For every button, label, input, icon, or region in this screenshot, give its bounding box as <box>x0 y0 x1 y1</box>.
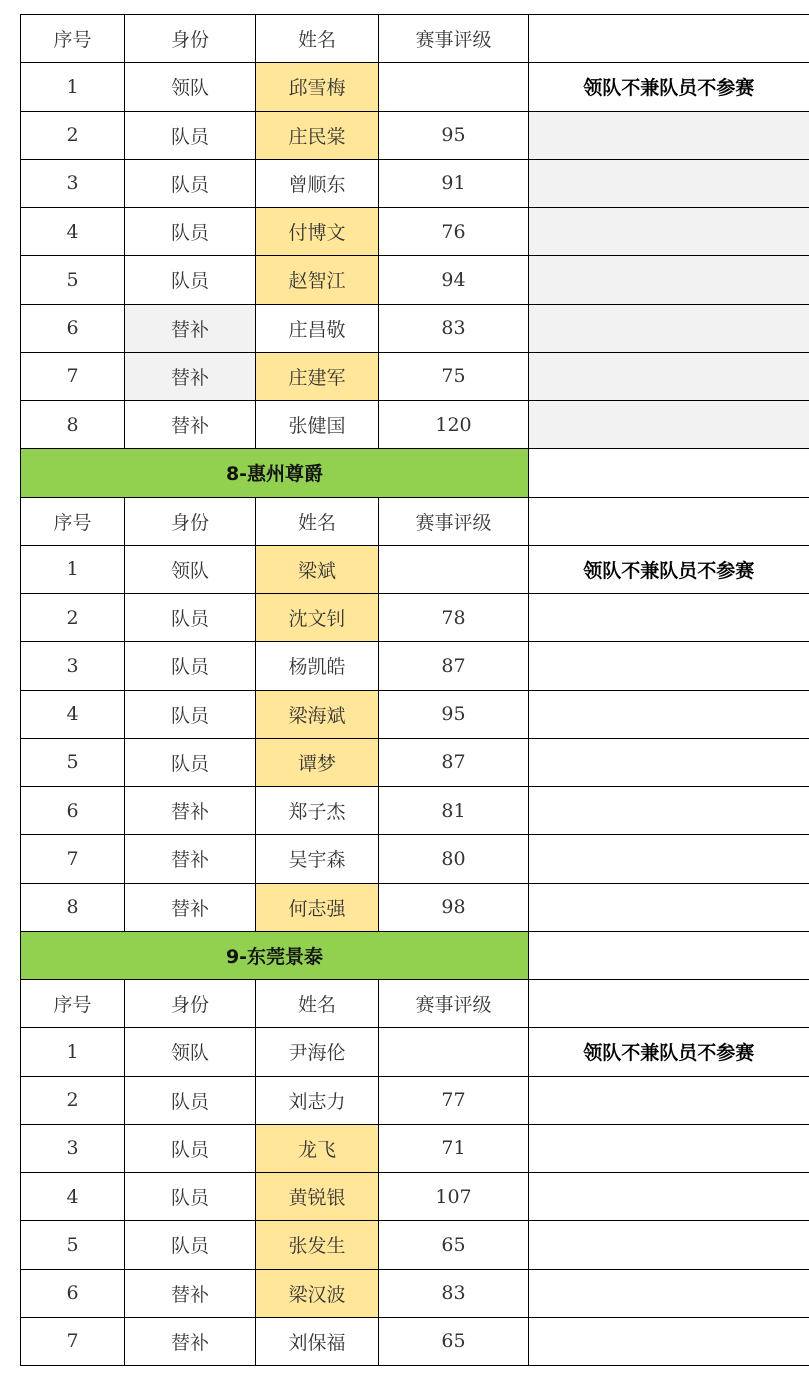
cell-role[interactable]: 替补 <box>125 304 256 352</box>
cell-note[interactable] <box>529 1076 809 1124</box>
cell-role[interactable]: 队员 <box>125 256 256 304</box>
table-row <box>21 1317 809 1365</box>
cell-note[interactable] <box>529 401 809 449</box>
header-name[interactable]: 姓名 <box>256 15 379 63</box>
cell-rating[interactable] <box>379 1028 529 1076</box>
header-no[interactable]: 序号 <box>21 980 125 1028</box>
cell-no[interactable]: 3 <box>21 1124 125 1172</box>
cell-name[interactable]: 黄锐银 <box>256 1173 379 1221</box>
header-note[interactable] <box>529 497 809 545</box>
cell-role[interactable]: 队员 <box>125 642 256 690</box>
cell-rating[interactable]: 83 <box>379 1269 529 1317</box>
team-title[interactable]: 8-惠州尊爵 <box>21 449 529 497</box>
cell-role[interactable]: 领队 <box>125 1028 256 1076</box>
cell-rating[interactable]: 107 <box>379 1173 529 1221</box>
table-row <box>21 63 809 111</box>
cell-rating[interactable]: 120 <box>379 401 529 449</box>
cell-name[interactable]: 庄昌敬 <box>256 304 379 352</box>
cell-no[interactable]: 8 <box>21 401 125 449</box>
table-row <box>21 111 809 159</box>
cell-no[interactable]: 3 <box>21 642 125 690</box>
spreadsheet-table <box>20 14 809 1366</box>
header-rating[interactable]: 赛事评级 <box>379 15 529 63</box>
table-row <box>21 159 809 207</box>
table-body <box>21 15 809 1366</box>
cell-no[interactable]: 6 <box>21 787 125 835</box>
cell-note[interactable] <box>529 738 809 786</box>
cell-note[interactable] <box>529 449 809 497</box>
header-note[interactable] <box>529 15 809 63</box>
cell-rating[interactable]: 91 <box>379 159 529 207</box>
table-row <box>21 304 809 352</box>
cell-note[interactable] <box>529 690 809 738</box>
cell-role[interactable]: 替补 <box>125 835 256 883</box>
header-no[interactable]: 序号 <box>21 497 125 545</box>
cell-role[interactable]: 领队 <box>125 63 256 111</box>
table-row <box>21 1028 809 1076</box>
header-no[interactable]: 序号 <box>21 15 125 63</box>
cell-name[interactable]: 梁海斌 <box>256 690 379 738</box>
table-row <box>21 352 809 400</box>
cell-no[interactable]: 6 <box>21 1269 125 1317</box>
cell-note[interactable] <box>529 208 809 256</box>
cell-note[interactable]: 领队不兼队员不参赛 <box>529 63 809 111</box>
team-title-row <box>21 931 809 979</box>
table-row <box>21 883 809 931</box>
cell-no[interactable]: 1 <box>21 1028 125 1076</box>
cell-name[interactable]: 何志强 <box>256 883 379 931</box>
cell-name[interactable]: 杨凯皓 <box>256 642 379 690</box>
cell-rating[interactable]: 65 <box>379 1221 529 1269</box>
cell-name[interactable]: 梁汉波 <box>256 1269 379 1317</box>
cell-rating[interactable]: 71 <box>379 1124 529 1172</box>
header-name[interactable]: 姓名 <box>256 497 379 545</box>
cell-no[interactable]: 4 <box>21 1173 125 1221</box>
table-row <box>21 1221 809 1269</box>
header-row <box>21 497 809 545</box>
cell-name[interactable]: 庄建军 <box>256 352 379 400</box>
cell-role[interactable]: 替补 <box>125 883 256 931</box>
cell-rating[interactable]: 95 <box>379 111 529 159</box>
cell-note[interactable] <box>529 1317 809 1365</box>
cell-role[interactable]: 队员 <box>125 1124 256 1172</box>
cell-rating[interactable]: 87 <box>379 738 529 786</box>
header-role[interactable]: 身份 <box>125 15 256 63</box>
cell-role[interactable]: 队员 <box>125 738 256 786</box>
cell-name[interactable]: 张健国 <box>256 401 379 449</box>
cell-role[interactable]: 队员 <box>125 159 256 207</box>
cell-no[interactable]: 4 <box>21 690 125 738</box>
cell-rating[interactable]: 94 <box>379 256 529 304</box>
cell-no[interactable]: 5 <box>21 256 125 304</box>
cell-name[interactable]: 曾顺东 <box>256 159 379 207</box>
cell-role[interactable]: 替补 <box>125 787 256 835</box>
cell-no[interactable]: 7 <box>21 352 125 400</box>
cell-note[interactable]: 领队不兼队员不参赛 <box>529 1028 809 1076</box>
header-name[interactable]: 姓名 <box>256 980 379 1028</box>
team-title[interactable]: 9-东莞景泰 <box>21 931 529 979</box>
cell-no[interactable]: 6 <box>21 304 125 352</box>
cell-role[interactable]: 替补 <box>125 1269 256 1317</box>
cell-role[interactable]: 队员 <box>125 1221 256 1269</box>
cell-rating[interactable]: 83 <box>379 304 529 352</box>
cell-name[interactable]: 刘志力 <box>256 1076 379 1124</box>
cell-no[interactable]: 2 <box>21 594 125 642</box>
cell-note[interactable] <box>529 352 809 400</box>
header-row <box>21 15 809 63</box>
table-row <box>21 545 809 593</box>
header-rating[interactable]: 赛事评级 <box>379 980 529 1028</box>
cell-note[interactable] <box>529 642 809 690</box>
table-row <box>21 1124 809 1172</box>
cell-rating[interactable]: 65 <box>379 1317 529 1365</box>
cell-rating[interactable]: 75 <box>379 352 529 400</box>
cell-no[interactable]: 5 <box>21 1221 125 1269</box>
cell-no[interactable]: 7 <box>21 1317 125 1365</box>
header-row <box>21 980 809 1028</box>
table-row <box>21 594 809 642</box>
cell-rating[interactable]: 77 <box>379 1076 529 1124</box>
cell-no[interactable]: 8 <box>21 883 125 931</box>
cell-note[interactable]: 领队不兼队员不参赛 <box>529 545 809 593</box>
cell-name[interactable]: 刘保福 <box>256 1317 379 1365</box>
cell-name[interactable]: 张发生 <box>256 1221 379 1269</box>
cell-name[interactable]: 邱雪梅 <box>256 63 379 111</box>
cell-name[interactable]: 郑子杰 <box>256 787 379 835</box>
cell-rating[interactable]: 98 <box>379 883 529 931</box>
cell-role[interactable]: 替补 <box>125 1317 256 1365</box>
cell-role[interactable]: 队员 <box>125 1173 256 1221</box>
cell-rating[interactable]: 76 <box>379 208 529 256</box>
table-row <box>21 1269 809 1317</box>
cell-rating[interactable]: 87 <box>379 642 529 690</box>
cell-note[interactable] <box>529 835 809 883</box>
cell-no[interactable]: 2 <box>21 1076 125 1124</box>
cell-no[interactable]: 7 <box>21 835 125 883</box>
cell-role[interactable]: 队员 <box>125 1076 256 1124</box>
table-row <box>21 835 809 883</box>
cell-name[interactable]: 龙飞 <box>256 1124 379 1172</box>
cell-name[interactable]: 谭梦 <box>256 738 379 786</box>
header-note[interactable] <box>529 980 809 1028</box>
cell-no[interactable]: 3 <box>21 159 125 207</box>
cell-no[interactable]: 1 <box>21 63 125 111</box>
cell-note[interactable] <box>529 159 809 207</box>
cell-no[interactable]: 1 <box>21 545 125 593</box>
header-rating[interactable]: 赛事评级 <box>379 497 529 545</box>
cell-role[interactable]: 替补 <box>125 352 256 400</box>
table-row <box>21 401 809 449</box>
cell-rating[interactable]: 81 <box>379 787 529 835</box>
cell-note[interactable] <box>529 1173 809 1221</box>
cell-name[interactable]: 吴宇森 <box>256 835 379 883</box>
table-row <box>21 787 809 835</box>
cell-rating[interactable]: 78 <box>379 594 529 642</box>
cell-rating[interactable]: 95 <box>379 690 529 738</box>
cell-note[interactable] <box>529 1221 809 1269</box>
cell-role[interactable]: 队员 <box>125 208 256 256</box>
cell-no[interactable]: 2 <box>21 111 125 159</box>
cell-name[interactable]: 庄民棠 <box>256 111 379 159</box>
cell-no[interactable]: 5 <box>21 738 125 786</box>
cell-name[interactable]: 赵智江 <box>256 256 379 304</box>
table-row <box>21 642 809 690</box>
header-role[interactable]: 身份 <box>125 980 256 1028</box>
cell-name[interactable]: 尹海伦 <box>256 1028 379 1076</box>
header-role[interactable]: 身份 <box>125 497 256 545</box>
cell-rating[interactable] <box>379 63 529 111</box>
cell-note[interactable] <box>529 883 809 931</box>
cell-note[interactable] <box>529 1124 809 1172</box>
cell-role[interactable]: 领队 <box>125 545 256 593</box>
cell-note[interactable] <box>529 304 809 352</box>
cell-name[interactable]: 梁斌 <box>256 545 379 593</box>
cell-note[interactable] <box>529 931 809 979</box>
cell-name[interactable]: 付博文 <box>256 208 379 256</box>
table-row <box>21 1076 809 1124</box>
cell-no[interactable]: 4 <box>21 208 125 256</box>
cell-rating[interactable]: 80 <box>379 835 529 883</box>
cell-role[interactable]: 替补 <box>125 401 256 449</box>
cell-note[interactable] <box>529 111 809 159</box>
cell-note[interactable] <box>529 787 809 835</box>
cell-name[interactable]: 沈文钊 <box>256 594 379 642</box>
cell-note[interactable] <box>529 256 809 304</box>
cell-note[interactable] <box>529 594 809 642</box>
cell-rating[interactable] <box>379 545 529 593</box>
team-title-row <box>21 449 809 497</box>
cell-note[interactable] <box>529 1269 809 1317</box>
table-row <box>21 738 809 786</box>
table-row <box>21 1173 809 1221</box>
table-row <box>21 690 809 738</box>
cell-role[interactable]: 队员 <box>125 594 256 642</box>
cell-role[interactable]: 队员 <box>125 690 256 738</box>
table-row <box>21 256 809 304</box>
cell-role[interactable]: 队员 <box>125 111 256 159</box>
table-row <box>21 208 809 256</box>
